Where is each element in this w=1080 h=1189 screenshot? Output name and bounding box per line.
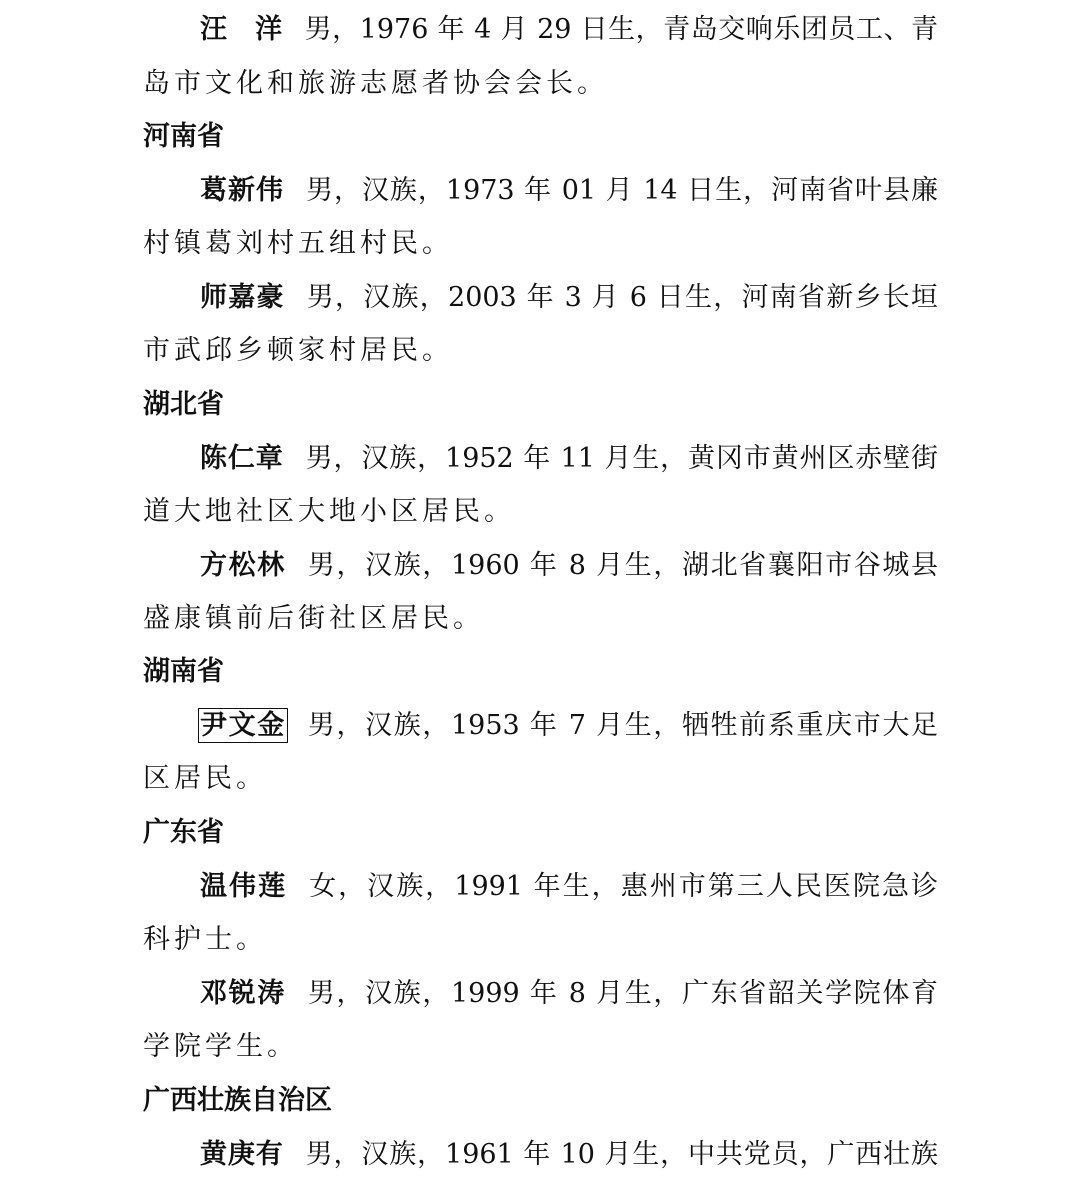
person-name: 黄庚有 [200,1139,284,1170]
entry-first-line [200,8,938,52]
province-heading: 广东省 [143,817,224,848]
province-heading: 河南省 [143,121,224,152]
entry-text: 男，汉族，1960 年 8 月生，湖北省襄阳市谷城县 [307,550,938,581]
entry-text: 男，汉族，2003 年 3 月 6 日生，河南省新乡长垣 [306,282,939,313]
entry-text: 男，汉族，1999 年 8 月生，广东省韶关学院体育 [307,978,938,1009]
entry-first-line [200,437,938,481]
entry-first-line [200,276,938,320]
entry-text: 男，1976 年 4 月 29 日生，青岛交响乐团员工、青 [304,14,938,45]
person-name: 葛新伟 [200,175,284,206]
person-name: 汪 洋 [200,14,283,45]
entry-first-line [200,1133,938,1177]
entry-continuation-line: 盛康镇前后街社区居民。 [143,603,484,634]
entry-first-line [200,972,938,1016]
entry-continuation-line: 村镇葛刘村五组村民。 [143,228,453,259]
entry-text: 男，汉族，1961 年 10 月生，中共党员，广西壮族 [305,1139,938,1170]
person-name-highlighted[interactable]: 尹文金 [200,710,286,741]
entry-first-line [200,865,938,909]
person-name: 陈仁章 [200,443,284,474]
entry-text: 女，汉族，1991 年生，惠州市第三人民医院急诊 [309,871,939,902]
entry-continuation-line: 岛市文化和旅游志愿者协会会长。 [143,68,608,99]
entry-continuation-line: 科护士。 [143,924,267,955]
entry-first-line [200,544,938,588]
province-heading: 湖北省 [143,389,224,420]
province-heading: 湖南省 [143,656,224,687]
entry-continuation-line: 学院学生。 [143,1031,298,1062]
entry-text: 男，汉族，1973 年 01 月 14 日生，河南省叶县廉 [305,175,939,206]
entry-text: 男，汉族，1953 年 7 月生，牺牲前系重庆市大足 [307,710,938,741]
entry-first-line [200,704,938,748]
entry-continuation-line: 道大地社区大地小区居民。 [143,496,515,527]
entry-text: 男，汉族，1952 年 11 月生，黄冈市黄州区赤壁街 [305,443,938,474]
person-name: 方松林 [200,550,286,581]
person-name: 邓锐涛 [200,978,286,1009]
entry-continuation-line: 市武邱乡顿家村居民。 [143,335,453,366]
province-heading: 广西壮族自治区 [143,1085,332,1116]
entry-continuation-line: 区居民。 [143,763,267,794]
entry-first-line [200,169,938,213]
person-name: 师嘉豪 [200,282,285,313]
person-name: 温伟莲 [200,871,288,902]
